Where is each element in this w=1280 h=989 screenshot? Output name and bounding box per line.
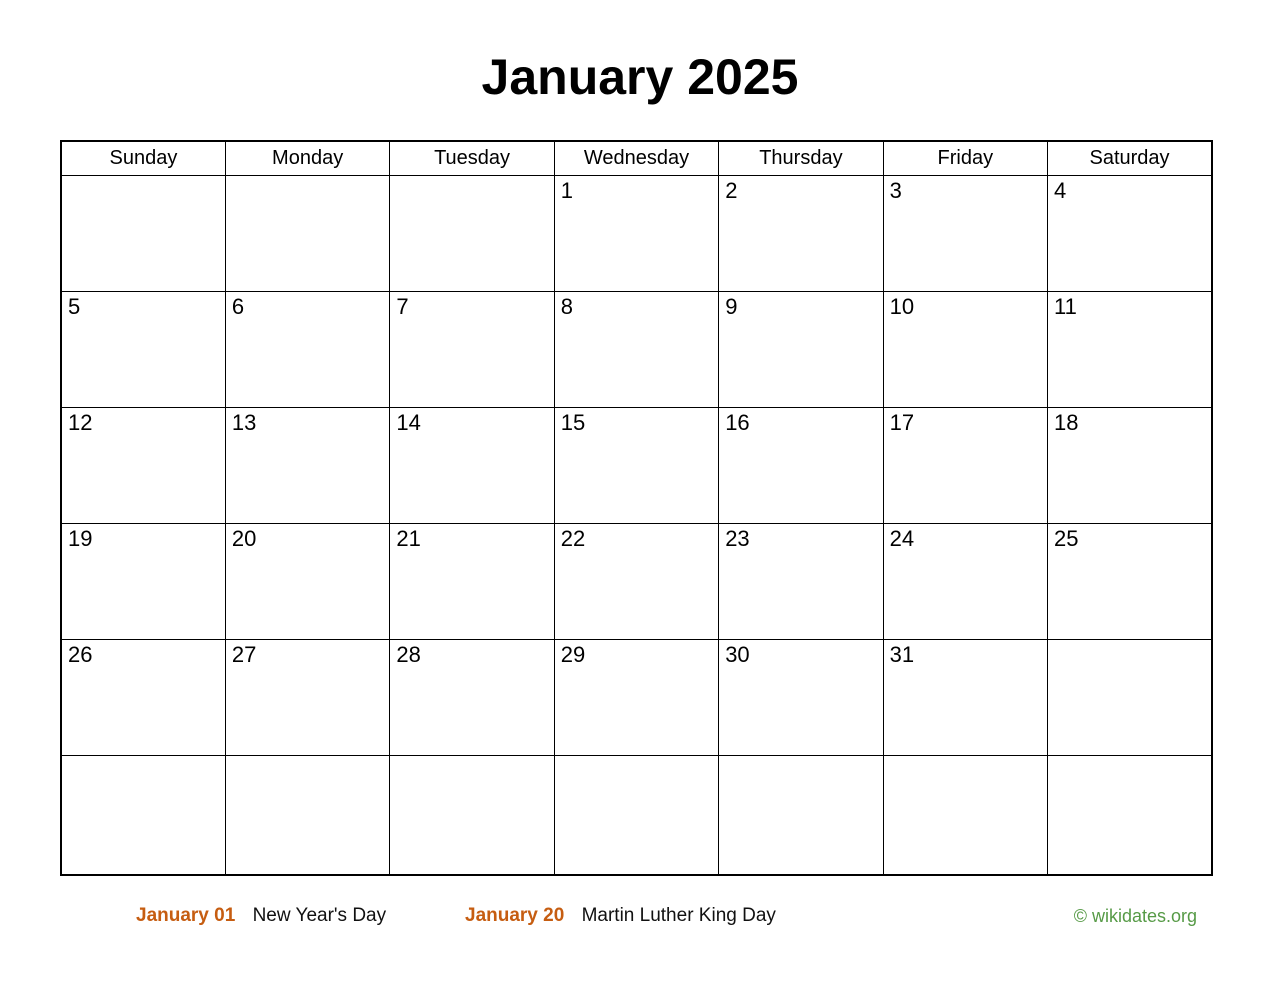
day-cell	[61, 756, 225, 876]
day-cell	[719, 756, 883, 876]
day-number: 3	[889, 178, 902, 203]
week-row-5	[61, 640, 1212, 756]
day-cell	[225, 524, 389, 640]
weekday-header-friday: Friday	[883, 141, 1047, 176]
day-cell	[554, 408, 718, 524]
day-number: 21	[396, 526, 421, 551]
holiday-name: New Year's Day	[252, 905, 387, 926]
day-number: 18	[1054, 410, 1079, 435]
day-cell	[883, 756, 1047, 876]
day-number: 5	[68, 294, 81, 319]
day-cell	[225, 176, 389, 292]
day-number: 27	[231, 642, 257, 667]
weekday-header-thursday: Thursday	[719, 141, 883, 176]
day-number: 23	[725, 526, 750, 551]
page-title: January 2025	[481, 49, 799, 105]
day-number: 6	[231, 294, 245, 319]
day-cell	[883, 176, 1047, 292]
day-cell	[554, 640, 718, 756]
week-row-1	[61, 176, 1212, 292]
day-cell	[225, 408, 389, 524]
day-cell	[61, 176, 225, 292]
day-cell	[554, 176, 718, 292]
day-cell	[719, 640, 883, 756]
day-number: 1	[560, 178, 574, 203]
day-number: 13	[231, 410, 257, 435]
day-number: 19	[68, 526, 93, 551]
day-cell	[225, 292, 389, 408]
day-number: 2	[725, 178, 738, 203]
day-number: 25	[1054, 526, 1079, 551]
holiday-date: January 20	[465, 905, 565, 926]
holiday-entry-new-years	[136, 905, 386, 927]
day-number: 11	[1054, 294, 1077, 319]
day-number: 22	[560, 526, 586, 551]
day-cell	[225, 756, 389, 876]
day-cell	[1048, 292, 1212, 408]
weekday-header-monday: Monday	[225, 141, 389, 176]
day-cell	[719, 292, 883, 408]
weekday-header-saturday: Saturday	[1048, 141, 1212, 176]
day-number: 12	[68, 410, 93, 435]
day-cell	[719, 176, 883, 292]
day-cell	[390, 756, 554, 876]
week-row-2	[61, 292, 1212, 408]
day-cell	[554, 292, 718, 408]
day-number: 24	[889, 526, 915, 551]
weekday-header-tuesday: Tuesday	[390, 141, 554, 176]
day-cell	[1048, 408, 1212, 524]
day-cell	[390, 524, 554, 640]
day-cell	[719, 524, 883, 640]
day-cell	[883, 524, 1047, 640]
day-cell	[390, 292, 554, 408]
day-cell	[1048, 524, 1212, 640]
day-cell	[719, 408, 883, 524]
day-cell	[390, 176, 554, 292]
day-cell	[390, 408, 554, 524]
day-cell	[883, 640, 1047, 756]
week-row-4	[61, 524, 1212, 640]
day-cell	[61, 640, 225, 756]
day-number: 20	[231, 526, 257, 551]
site-credit-link[interactable]: © wikidates.org	[1073, 906, 1197, 926]
day-cell	[1048, 640, 1212, 756]
weekday-header-sunday: Sunday	[61, 141, 225, 176]
day-number: 26	[68, 642, 93, 667]
weekday-header-wednesday: Wednesday	[554, 141, 718, 176]
day-cell	[61, 408, 225, 524]
calendar-table	[60, 140, 1213, 876]
day-number: 4	[1054, 178, 1067, 203]
day-cell	[1048, 176, 1212, 292]
day-cell	[1048, 756, 1212, 876]
day-number: 31	[889, 642, 915, 667]
week-row-3	[61, 408, 1212, 524]
day-number: 29	[560, 642, 586, 667]
day-number: 14	[396, 410, 421, 435]
week-row-6	[61, 756, 1212, 876]
day-cell	[61, 524, 225, 640]
holiday-name: Martin Luther King Day	[581, 905, 776, 926]
day-cell	[883, 292, 1047, 408]
day-cell	[61, 292, 225, 408]
day-number: 16	[725, 410, 750, 435]
day-cell	[883, 408, 1047, 524]
day-number: 7	[396, 294, 409, 319]
day-cell	[390, 640, 554, 756]
day-number: 10	[889, 294, 915, 319]
day-cell	[554, 756, 718, 876]
day-cell	[554, 524, 718, 640]
holiday-date: January 01	[136, 905, 236, 926]
day-number: 28	[396, 642, 421, 667]
day-number: 9	[725, 294, 738, 319]
footer	[60, 903, 1213, 931]
day-number: 8	[560, 294, 574, 319]
holiday-entry-mlk-day	[465, 905, 776, 927]
day-number: 30	[725, 642, 750, 667]
day-number: 17	[889, 410, 915, 435]
weekday-header-row	[61, 141, 1212, 176]
day-cell	[225, 640, 389, 756]
day-number: 15	[560, 410, 586, 435]
